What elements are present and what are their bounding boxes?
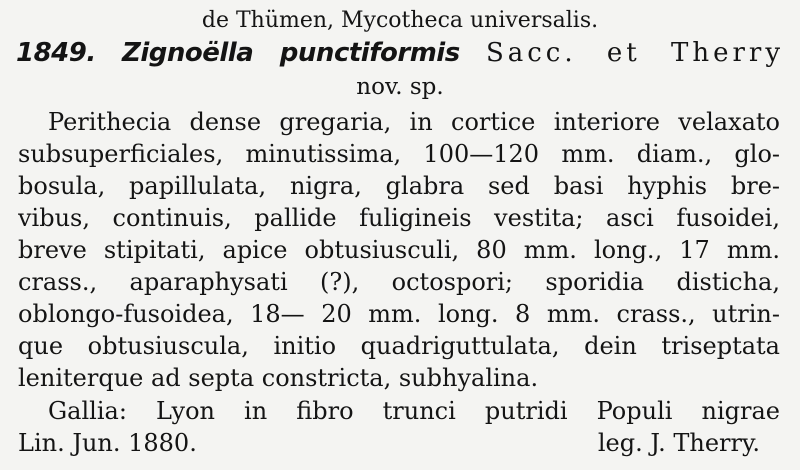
description-line: vibus, continuis, pallide fuligineis vestita; asci fusoidei, <box>18 204 780 232</box>
description-line: bosula, papillulata, nigra, glabra sed basi hyphis bre- <box>18 172 780 200</box>
description-line: leniterque ad septa constricta, subhyalina. <box>18 364 539 392</box>
description-line: oblongo-fusoidea, 18— 20 mm. long. 8 mm. crass., utrin- <box>18 300 780 328</box>
description-line: Perithecia dense gregaria, in cortice interiore velaxato <box>48 108 780 136</box>
species-number: 1849. <box>16 38 96 68</box>
locality-line: Gallia: Lyon in fibro trunci putridi Populi nigrae <box>48 397 780 425</box>
running-header: de Thümen, Mycotheca universalis. <box>201 8 599 33</box>
nov-sp-label: nov. sp. <box>356 74 444 100</box>
species-title <box>16 38 784 69</box>
date-line <box>18 428 780 459</box>
description-line: crass., aparaphysati (?), octospori; sporidia disticha, <box>18 268 780 296</box>
description-line: subsuperficiales, minutissima, 100—120 mm. diam., glo- <box>18 140 780 168</box>
collector: leg. J. Therry. <box>597 429 760 457</box>
description-line: breve stipitati, apice obtusiusculi, 80 mm. long., 17 mm. <box>18 236 780 264</box>
species-name: Zignoëlla punctiformis <box>122 38 460 68</box>
description-line: que obtusiuscula, initio quadriguttulata, dein triseptata <box>18 332 780 360</box>
species-authors: Sacc. et Therry <box>485 38 784 68</box>
collection-date: Lin. Jun. 1880. <box>18 429 197 457</box>
